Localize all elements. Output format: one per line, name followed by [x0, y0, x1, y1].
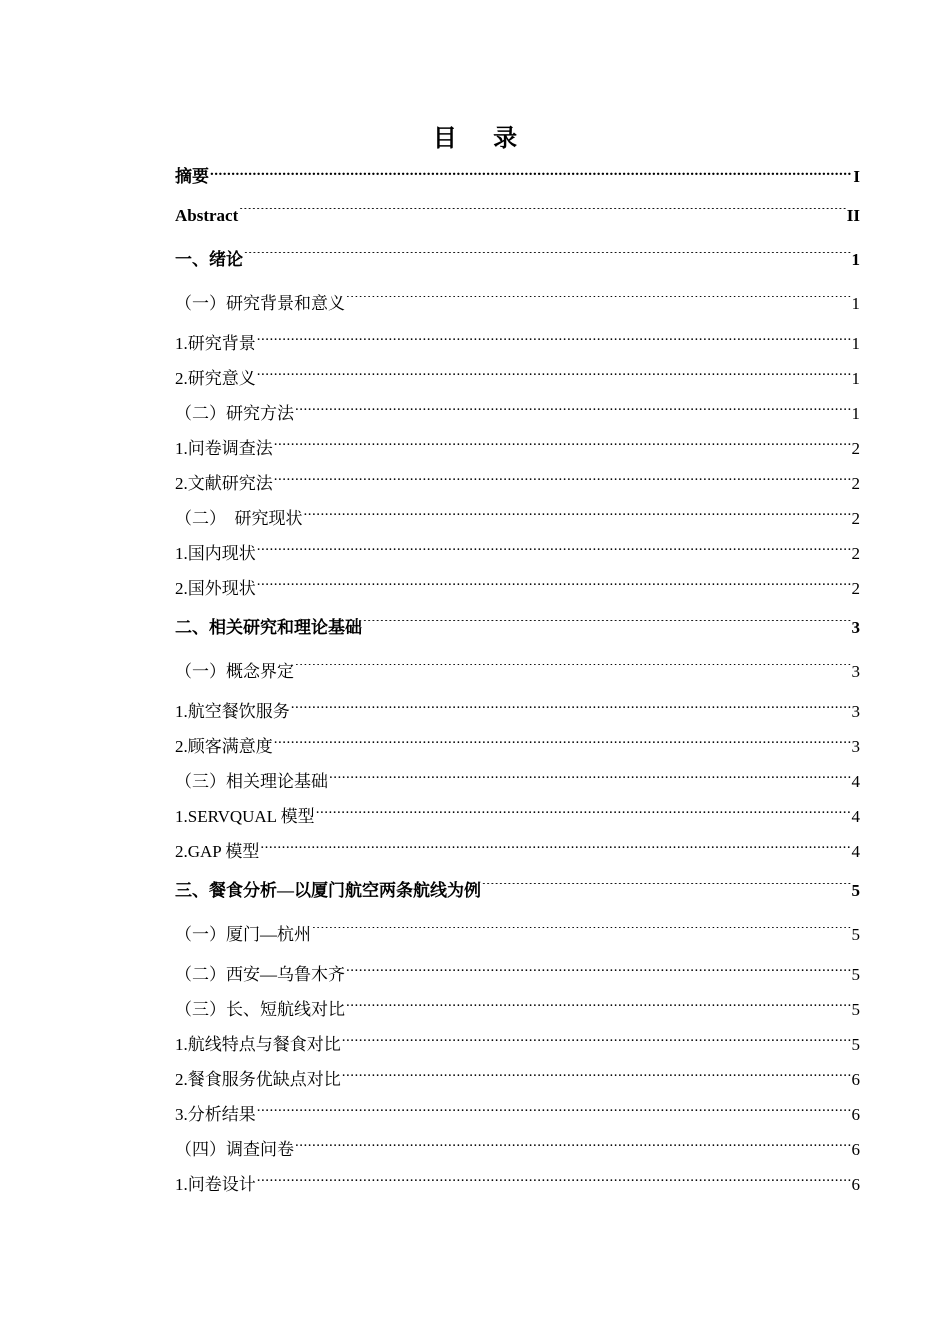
- toc-dot-leader: [482, 883, 851, 900]
- toc-entry-label: （一）概念界定: [175, 662, 294, 681]
- toc-entry-label: 二、相关研究和理论基础: [175, 618, 362, 637]
- toc-entry-subsection[interactable]: [175, 1062, 860, 1097]
- toc-entry-page: II: [846, 206, 860, 225]
- toc-entry-subsection[interactable]: [175, 326, 860, 361]
- toc-dot-leader: [274, 738, 851, 755]
- toc-entry-page: 4: [851, 772, 860, 791]
- toc-entry-subsection[interactable]: [175, 431, 860, 466]
- toc-entry-label: 一、绪论: [175, 250, 243, 269]
- toc-entry-label: 2.餐食服务优缺点对比: [175, 1070, 341, 1089]
- toc-entry-subsection[interactable]: [175, 1097, 860, 1132]
- toc-entry-label: 1.国内现状: [175, 544, 256, 563]
- toc-entry-label: 1.问卷设计: [175, 1175, 256, 1194]
- toc-entry-page: 2: [851, 544, 860, 563]
- toc-entry-page: 6: [851, 1070, 860, 1089]
- toc-entry-subsection[interactable]: [175, 694, 860, 729]
- toc-entry-page: 4: [851, 842, 860, 861]
- toc-dot-leader: [257, 1176, 851, 1193]
- toc-dot-leader: [312, 927, 851, 944]
- toc-entry-abstract-cn[interactable]: [175, 160, 860, 194]
- toc-entry-page: 6: [851, 1175, 860, 1194]
- toc-entry-subsection[interactable]: [175, 536, 860, 571]
- toc-entry-subsection[interactable]: [175, 834, 860, 869]
- toc-entry-label: 3.分析结果: [175, 1105, 256, 1124]
- toc-entry-subsection[interactable]: [175, 361, 860, 396]
- toc-entry-page: 5: [851, 965, 860, 984]
- toc-entry-label: 1.SERVQUAL 模型: [175, 807, 315, 826]
- toc-entry-page: 1: [851, 369, 860, 388]
- toc-entry-page: 5: [851, 1000, 860, 1019]
- toc-entry-page: 2: [851, 509, 860, 528]
- toc-dot-leader: [257, 1106, 851, 1123]
- toc-dot-leader: [295, 405, 851, 422]
- toc-entry-label: 2.GAP 模型: [175, 842, 260, 861]
- toc-entry-page: 6: [851, 1105, 860, 1124]
- toc-dot-leader: [342, 1071, 851, 1088]
- toc-dot-leader: [257, 580, 851, 597]
- toc-entry-page: 5: [851, 925, 860, 944]
- toc-dot-leader: [304, 510, 851, 527]
- toc-entry-label: （三）长、短航线对比: [175, 1000, 345, 1019]
- toc-entry-label: 2.文献研究法: [175, 474, 273, 493]
- toc-dot-leader: [274, 440, 851, 457]
- toc-entry-section[interactable]: [175, 282, 860, 326]
- toc-entry-label: 1.航线特点与餐食对比: [175, 1035, 341, 1054]
- page-title: 目 录: [432, 124, 532, 152]
- toc-entry-subsection[interactable]: [175, 571, 860, 606]
- toc-dot-leader: [346, 296, 851, 313]
- toc-dot-leader: [257, 545, 851, 562]
- toc-dot-leader: [239, 208, 846, 225]
- toc-entry-subsection[interactable]: [175, 729, 860, 764]
- toc-entry-section[interactable]: [175, 396, 860, 431]
- toc-dot-leader: [257, 370, 851, 387]
- toc-entry-page: 2: [851, 474, 860, 493]
- toc-entry-page: 3: [851, 737, 860, 756]
- toc-entry-page: 6: [851, 1140, 860, 1159]
- toc-dot-leader: [257, 335, 851, 352]
- toc-entry-section[interactable]: [175, 913, 860, 957]
- toc-entry-page: 3: [851, 618, 860, 637]
- toc-entry-label: 2.国外现状: [175, 579, 256, 598]
- toc-entry-label: （一）研究背景和意义: [175, 294, 345, 313]
- toc-dot-leader: [346, 1001, 851, 1018]
- toc-entry-label: 2.研究意义: [175, 369, 256, 388]
- toc-entry-label: （四）调查问卷: [175, 1140, 294, 1159]
- toc-dot-leader: [295, 664, 851, 681]
- toc-entry-label: （三）相关理论基础: [175, 772, 328, 791]
- toc-entry-label: （二）西安—乌鲁木齐: [175, 965, 345, 984]
- toc-dot-leader: [260, 843, 850, 860]
- toc-entry-label: 1.研究背景: [175, 334, 256, 353]
- toc-entry-label: （二）研究方法: [175, 404, 294, 423]
- toc-entry-label: 2.顾客满意度: [175, 737, 273, 756]
- toc-entry-page: 1: [851, 250, 860, 269]
- toc-entry-subsection[interactable]: [175, 1027, 860, 1062]
- toc-dot-leader: [210, 169, 852, 186]
- toc-dot-leader: [316, 808, 851, 825]
- toc-dot-leader: [291, 703, 851, 720]
- toc-entry-page: 2: [851, 579, 860, 598]
- table-of-contents: [175, 160, 860, 1202]
- toc-entry-chapter-3[interactable]: [175, 869, 860, 913]
- toc-entry-subsection[interactable]: [175, 1167, 860, 1202]
- toc-entry-chapter-2[interactable]: [175, 606, 860, 650]
- toc-entry-page: 3: [851, 702, 860, 721]
- toc-entry-label: 1.问卷调查法: [175, 439, 273, 458]
- toc-entry-page: 5: [851, 1035, 860, 1054]
- toc-entry-section[interactable]: [175, 501, 860, 536]
- toc-dot-leader: [244, 252, 851, 269]
- toc-entry-label: 摘要: [175, 167, 209, 186]
- toc-entry-label: 三、餐食分析—以厦门航空两条航线为例: [175, 881, 481, 900]
- toc-entry-page: 2: [851, 439, 860, 458]
- toc-entry-chapter-1[interactable]: [175, 238, 860, 282]
- toc-entry-label: Abstract: [175, 206, 239, 225]
- toc-entry-section[interactable]: [175, 650, 860, 694]
- toc-entry-subsection[interactable]: [175, 799, 860, 834]
- toc-dot-leader: [274, 475, 851, 492]
- toc-dot-leader: [342, 1036, 851, 1053]
- toc-entry-label: （一）厦门—杭州: [175, 925, 311, 944]
- toc-entry-page: 1: [851, 404, 860, 423]
- toc-entry-page: 3: [851, 662, 860, 681]
- toc-entry-subsection[interactable]: [175, 466, 860, 501]
- toc-entry-section[interactable]: [175, 992, 860, 1027]
- toc-dot-leader: [346, 966, 851, 983]
- toc-entry-page: 1: [851, 334, 860, 353]
- toc-entry-page: 5: [851, 881, 860, 900]
- toc-entry-abstract-en[interactable]: [175, 194, 860, 238]
- toc-entry-label: （二） 研究现状: [175, 509, 303, 528]
- toc-entry-label: 1.航空餐饮服务: [175, 702, 290, 721]
- toc-dot-leader: [295, 1141, 851, 1158]
- toc-dot-leader: [363, 620, 851, 637]
- toc-entry-page: 4: [851, 807, 860, 826]
- toc-dot-leader: [329, 773, 851, 790]
- toc-entry-section[interactable]: [175, 957, 860, 992]
- toc-entry-page: 1: [851, 294, 860, 313]
- toc-entry-page: I: [853, 167, 860, 186]
- toc-entry-section[interactable]: [175, 764, 860, 799]
- toc-entry-section[interactable]: [175, 1132, 860, 1167]
